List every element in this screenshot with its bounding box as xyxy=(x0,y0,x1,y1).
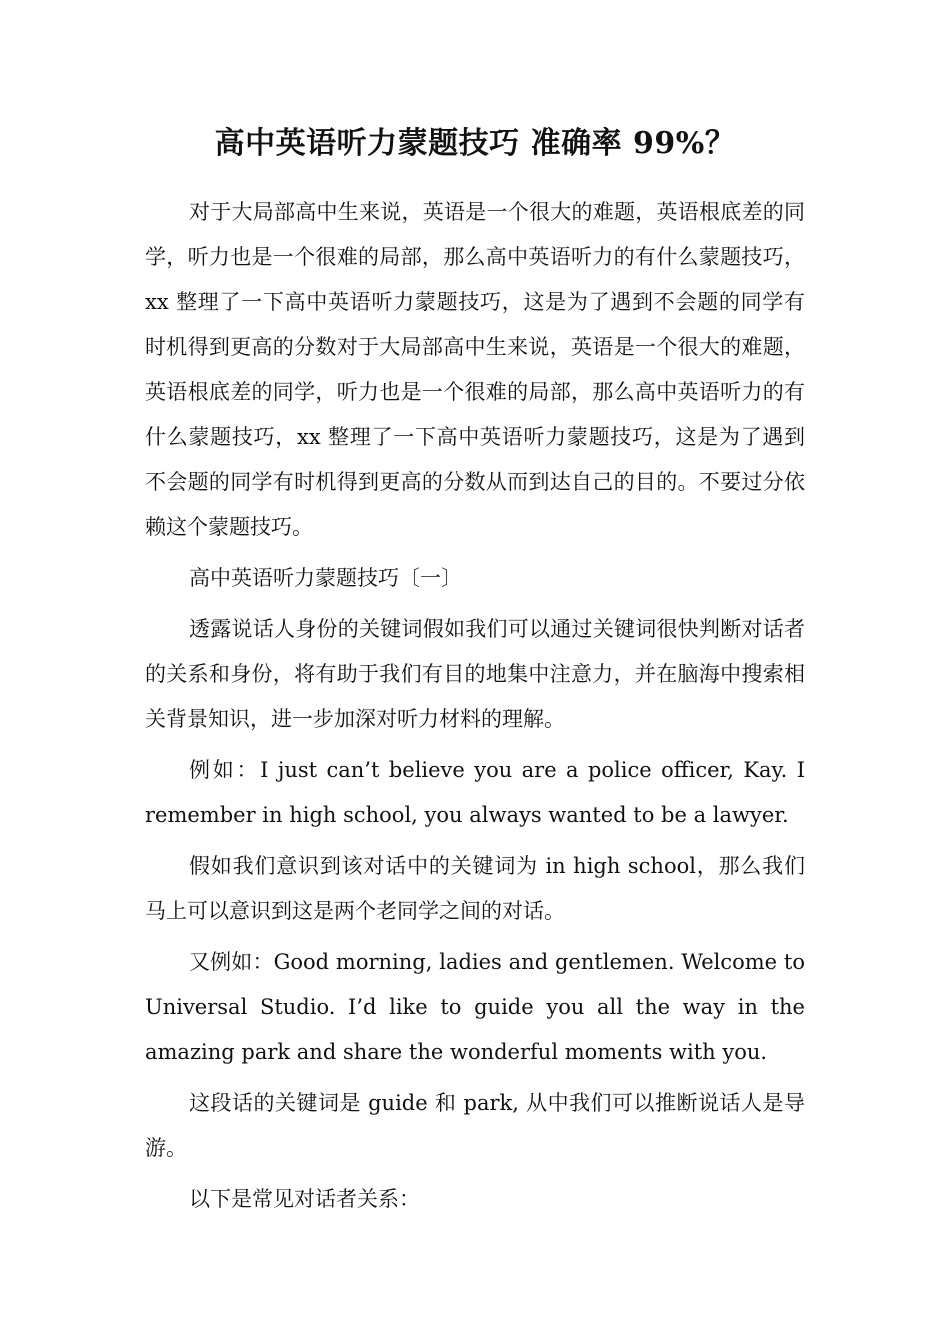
paragraph-analysis-2: 这段话的关键词是 guide 和 park, 从中我们可以推断说话人是导游。 xyxy=(145,1091,805,1160)
paragraph-list-intro: 以下是常见对话者关系： xyxy=(189,1187,420,1211)
document-body xyxy=(145,190,805,1228)
document-title: 高中英语听力蒙题技巧 准确率 99%？ xyxy=(214,126,736,161)
paragraph-example-1: 例如：I just can’t believe you are a police officer, Kay. I remember in high school, you always wanted to be a lawyer. xyxy=(145,758,805,827)
paragraph-keywords: 透露说话人身份的关键词假如我们可以通过关键词很快判断对话者的关系和身份，将有助于我们有目的地集中注意力，并在脑海中搜索相关背景知识，进一步加深对听力材料的理解。 xyxy=(145,617,805,731)
paragraph-intro: 对于大局部高中生来说，英语是一个很大的难题，英语根底差的同学，听力也是一个很难的局部，那么高中英语听力的有什么蒙题技巧，xx 整理了一下高中英语听力蒙题技巧，这是为了遇到不会题的同学有时机得到更高的分数对于大局部高中生来说，英语是一个很大的难题，英语根底差的同学，听力也是一个很难的局部，那么高中英语听力的有什么蒙题技巧，xx 整理了一下高中英语听力蒙题技巧，这是为了遇到不会题的同学有时机得到更高的分数从而到达自己的目的。不要过分依赖这个蒙题技巧。 xyxy=(145,200,805,539)
paragraph-example-2: 又例如：Good morning, ladies and gentlemen. Welcome to Universal Studio. I’d like to guide you all the way in the amazing park and share the wonderful moments with you. xyxy=(145,950,805,1064)
section-heading: 高中英语听力蒙题技巧〔一〕 xyxy=(189,566,462,590)
paragraph-analysis-1: 假如我们意识到该对话中的关键词为 in high school，那么我们马上可以意识到这是两个老同学之间的对话。 xyxy=(145,854,805,923)
